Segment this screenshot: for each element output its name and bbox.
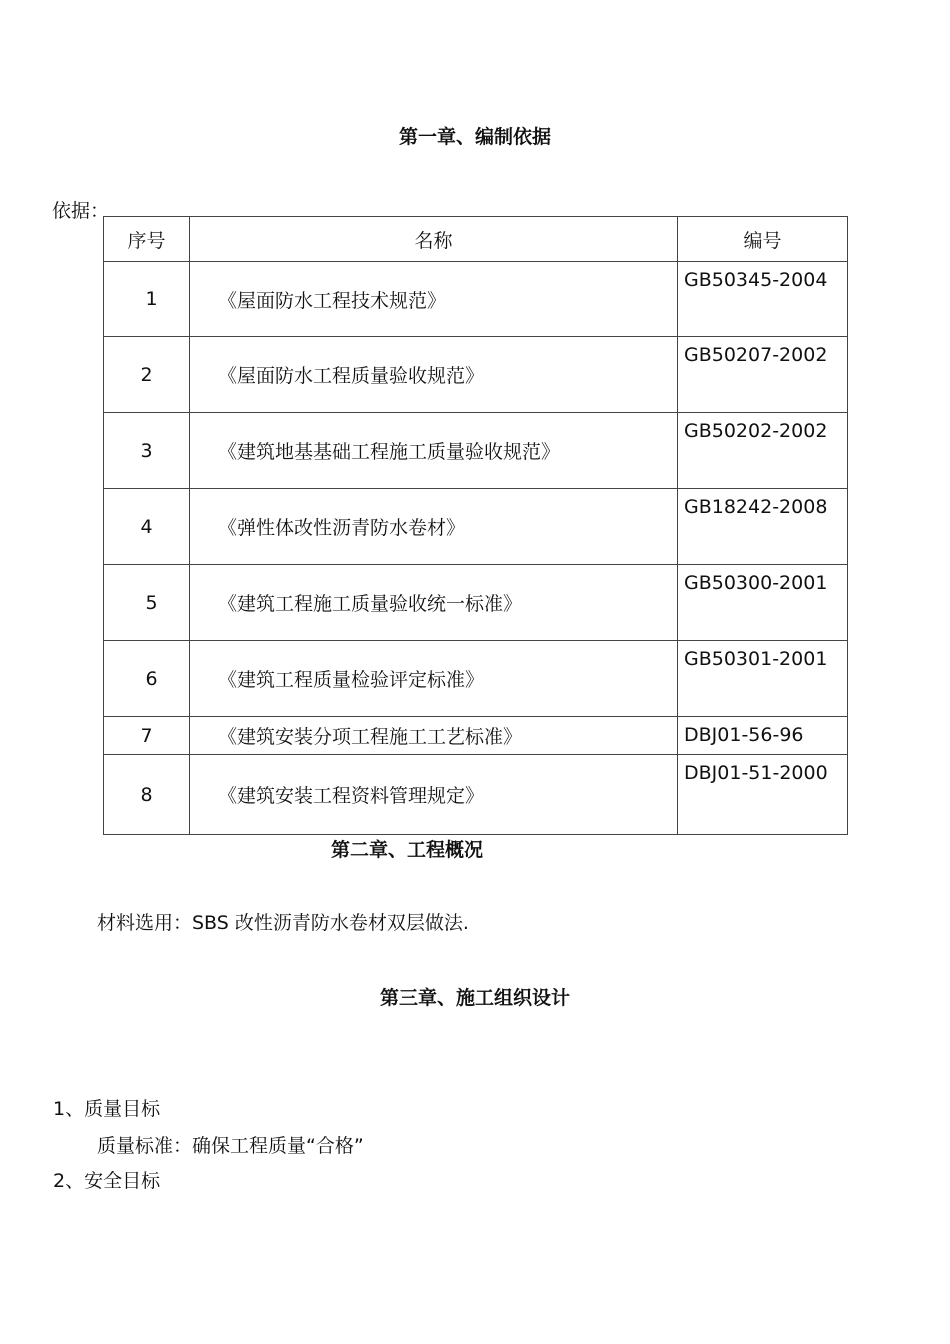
row-code: GB50345-2004 xyxy=(678,262,848,337)
row-code: GB50300-2001 xyxy=(678,565,848,641)
safety-goal-heading: 2、安全目标 xyxy=(53,1170,161,1192)
table-header-row xyxy=(104,217,848,262)
table-row xyxy=(104,717,848,755)
row-code: GB50301-2001 xyxy=(678,641,848,717)
row-no: 2 xyxy=(104,337,190,413)
quality-goal-heading: 1、质量目标 xyxy=(53,1098,161,1120)
basis-table xyxy=(103,216,848,835)
table-row xyxy=(104,337,848,413)
chapter3-title: 第三章、施工组织设计 xyxy=(379,987,570,1009)
row-name: 《弹性体改性沥青防水卷材》 xyxy=(190,489,678,565)
table-row xyxy=(104,413,848,489)
row-no: 5 xyxy=(104,565,190,641)
row-no: 3 xyxy=(104,413,190,489)
header-code: 编号 xyxy=(678,217,848,262)
row-no: 6 xyxy=(104,641,190,717)
row-name: 《建筑安装分项工程施工工艺标准》 xyxy=(190,717,678,755)
header-name: 名称 xyxy=(190,217,678,262)
row-name: 《屋面防水工程技术规范》 xyxy=(190,262,678,337)
row-code: GB18242-2008 xyxy=(678,489,848,565)
chapter2-title: 第二章、工程概况 xyxy=(330,839,483,861)
table-row xyxy=(104,755,848,835)
materials-text: 材料选用：SBS 改性沥青防水卷材双层做法. xyxy=(97,912,469,934)
table-row xyxy=(104,565,848,641)
table-row xyxy=(104,489,848,565)
row-no: 8 xyxy=(104,755,190,835)
row-name: 《建筑安装工程资料管理规定》 xyxy=(190,755,678,835)
row-name: 《屋面防水工程质量验收规范》 xyxy=(190,337,678,413)
quality-standard-text: 质量标准：确保工程质量“合格” xyxy=(97,1135,364,1157)
table-row xyxy=(104,262,848,337)
row-code: DBJ01-51-2000 xyxy=(678,755,848,835)
basis-label: 依据： xyxy=(52,200,110,222)
row-no: 4 xyxy=(104,489,190,565)
chapter1-title: 第一章、编制依据 xyxy=(398,126,551,148)
row-code: DBJ01-56-96 xyxy=(678,717,848,755)
row-code: GB50207-2002 xyxy=(678,337,848,413)
table-row xyxy=(104,641,848,717)
row-name: 《建筑地基基础工程施工质量验收规范》 xyxy=(190,413,678,489)
row-no: 7 xyxy=(104,717,190,755)
row-name: 《建筑工程施工质量验收统一标准》 xyxy=(190,565,678,641)
header-no: 序号 xyxy=(104,217,190,262)
row-no: 1 xyxy=(104,262,190,337)
row-code: GB50202-2002 xyxy=(678,413,848,489)
row-name: 《建筑工程质量检验评定标准》 xyxy=(190,641,678,717)
